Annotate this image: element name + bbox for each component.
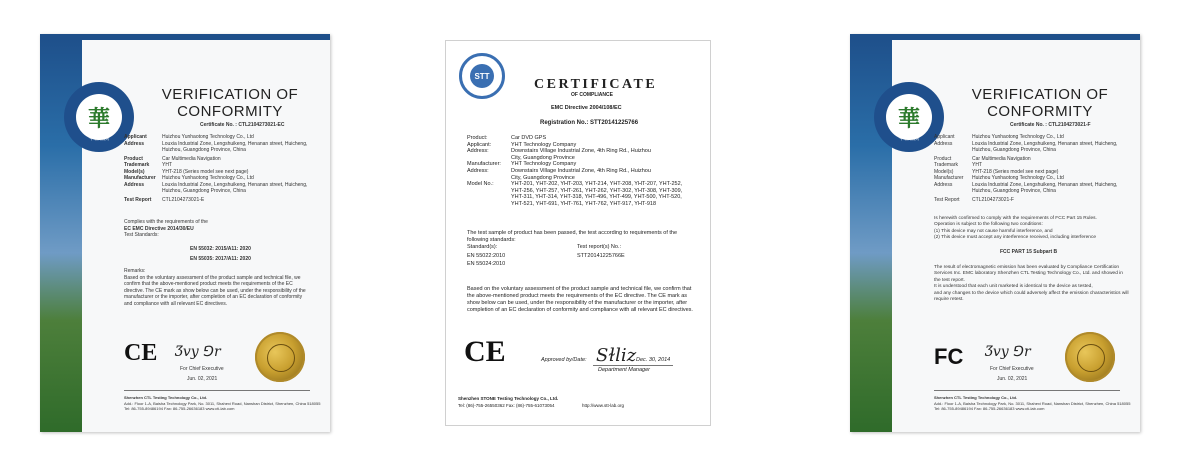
- report-number: STT20141225766E: [577, 253, 625, 259]
- test-standards-label: Test Standards:: [124, 232, 159, 238]
- signature-line: [593, 365, 673, 366]
- fcc-part-title: FCC PART 15 Subpart B: [1000, 249, 1058, 255]
- field-row: Trademark YHT: [934, 162, 982, 168]
- field-row: Model(s) YHT-218 (Series model see next page): [934, 168, 1059, 175]
- certificate-title: [145, 86, 315, 120]
- certificate-subtitle: OF COMPLIANCE: [571, 92, 613, 98]
- title-line1: VERIFICATION OF: [161, 86, 299, 103]
- condition-1: (1) This device may not cause harmful interference, and: [934, 228, 1053, 234]
- field-row: Product Car Multimedia Navigation: [934, 155, 1031, 162]
- divider: [124, 390, 310, 391]
- footer-address: Add.: Floor 1-A, Baisha Technology Park, No. 3011, Shahexi Road, Nanshan District, Shenzhen, China 518055: [934, 400, 1131, 406]
- certificate-number: Certificate No. : CTL2104273021-EC: [200, 122, 285, 128]
- test-passed-text: The test sample of product has been passed, the test according to requirements of the following standards:: [467, 230, 678, 243]
- divider: [934, 390, 1120, 391]
- remarks-label: Remarks:: [124, 268, 146, 274]
- title-line2: CONFORMITY: [987, 103, 1093, 120]
- result-text: The result of electromagnetic emission has been evaluated by Compliance Certification Services Inc. EMC laboratory Shenzhen CTL Testing Technology Co., Ltd. and showed in the test report.: [934, 265, 1123, 283]
- assessment-text: Based on the voluntary assessment of the product sample and technical file, we confirm that the above-mentioned product meets the requirements of the EC directive. The CE mark as show below can be used, under the responsibility of the manufacturer or the importer, after completion of an EC declaration of conformity and compliance with all relevant EC directives.: [467, 286, 693, 313]
- logo-brand: 华检检测: [898, 136, 919, 142]
- field-row: Test Report CTL2104273021-E: [124, 196, 205, 203]
- footer-contact: Tel: 86-755-89486194 Fax: 86-755-26636183 www.cti-lab.com: [934, 406, 1045, 411]
- standard-2: EN 55035: 2017/A11: 2020: [190, 256, 251, 262]
- field-row: Applicant: YHT Technology Company: [467, 141, 577, 148]
- footer-address: Add.: Floor 1-A, Baisha Technology Park, No. 3011, Shahexi Road, Nanshan District, Shenzhen, China 518055: [124, 400, 321, 406]
- gold-seal-icon: [1065, 332, 1115, 382]
- directive-text: EMC Directive 2004/108/EC: [551, 105, 622, 111]
- field-row: Manufacturer Huizhou Yunhaotong Technology Co., Ltd: [934, 175, 1064, 181]
- stt-logo-icon: [459, 53, 505, 99]
- approved-date: Dec. 30, 2014: [636, 357, 671, 363]
- top-stripe: [850, 34, 1140, 40]
- logo-chars: 華: [76, 94, 122, 140]
- fields-block: [124, 134, 324, 203]
- complies-text: Complies with the requirements of the: [124, 219, 208, 225]
- confirmed-text: Is herewith confirmed to comply with the requirements of FCC Part 15 Rules.: [934, 216, 1097, 221]
- approved-by-label: Approved by/Date:: [541, 357, 587, 363]
- standards-label: Standard(s):: [467, 244, 498, 250]
- remarks-block: [124, 268, 310, 307]
- fcc-mark: FC: [934, 344, 964, 369]
- certificate-number: Certificate No. : CTL2104273021-F: [1010, 122, 1091, 128]
- department-manager: Department Manager: [598, 367, 650, 373]
- field-row: Applicant Huizhou Yunhaotong Technology Co., Ltd: [124, 134, 254, 140]
- ce-mark: CE: [464, 335, 506, 368]
- footer-contact: Tel: 86-755-89486194 Fax: 86-755-26636183 www.cti-lab.com: [124, 406, 235, 411]
- field-row: Product Car Multimedia Navigation: [124, 155, 221, 162]
- standard-1: EN 55022:2010: [467, 253, 506, 259]
- fcc-compliance-block: [934, 216, 1130, 242]
- field-row: Address Louxia Industrial Zone, Lengshuikeng, Henanan street, Huicheng, Huizhou, Guangdong Province, China: [124, 181, 308, 194]
- compliance-block: [124, 219, 324, 239]
- ce-mark: CE: [124, 340, 158, 366]
- note-2: and any changes to the device which could adversely affect the emission characteristics will require retest.: [934, 290, 1129, 303]
- top-stripe: [40, 34, 330, 40]
- result-block: [934, 265, 1130, 303]
- field-row: Address Louxia Industrial Zone, Lengshuikeng, Henanan street, Huicheng, Huizhou, Guangdong Province, China: [124, 140, 308, 153]
- logo-chars: 華: [886, 94, 932, 140]
- footer-company: Shenzhen CTL Testing Technology Co., Ltd.: [124, 395, 208, 400]
- field-row: Manufacturer Huizhou Yunhaotong Technology Co., Ltd: [124, 175, 254, 181]
- logo-brand: 华检检测: [88, 136, 109, 142]
- standard-2: EN 55024:2010: [467, 261, 506, 267]
- signature: Ʒvy ⅁r: [985, 344, 1031, 360]
- field-row: Address Louxia Industrial Zone, Lengshuikeng, Henanan street, Huicheng, Huizhou, Guangdong Province, China: [934, 140, 1118, 153]
- reports-label: Test report(s) No.:: [577, 244, 622, 250]
- field-row: Address: Downstairs Village Industrial Zone, 4th Ring Rd., Huizhou City, Guangdong Province: [467, 148, 651, 161]
- directive-text: EC EMC Directive 2014/30/EU: [124, 225, 194, 232]
- standard-1: EN 55032: 2015/A11: 2020: [190, 246, 251, 252]
- title-line1: VERIFICATION OF: [971, 86, 1109, 103]
- date: Jun. 02, 2021: [187, 376, 218, 382]
- field-row: Product: Car DVD GPS: [467, 135, 547, 141]
- signature: Ʒvy ⅁r: [175, 344, 221, 360]
- field-row: Address Louxia Industrial Zone, Lengshuikeng, Henanan street, Huicheng, Huizhou, Guangdong Province, China: [934, 181, 1118, 194]
- remarks-text: Based on the voluntary assessment of the product sample and technical file, we confirm that the above-mentioned product meets the requirements of the EC directive. The CE mark as show below can be used, under the responsibility of the manufacturer or the importer, after completion of an EC declaration of conformity and compliance with all relevant EC directives.: [124, 274, 306, 307]
- footer: [124, 395, 324, 412]
- date: Jun. 02, 2021: [997, 376, 1028, 382]
- signature: Sɫliz: [596, 345, 637, 366]
- footer-phone: Tel: (86)-755-26550362 Fax: (86)-755-61073054: [458, 403, 555, 408]
- condition-2: (2) This device must accept any interference received, including interference: [934, 235, 1097, 241]
- fields-block: [934, 134, 1134, 203]
- gold-seal-icon: [255, 332, 305, 382]
- registration-number: Registration No.: STT20141225766: [540, 120, 639, 126]
- footer-url: http://www.stt-lab.org: [582, 403, 625, 408]
- certificate-fcc-verification: [850, 34, 1140, 432]
- certificate-title: CERTIFICATE: [534, 77, 658, 92]
- title-line2: CONFORMITY: [177, 103, 283, 120]
- conditions-text: Operation is subject to the following two conditions:: [934, 222, 1043, 228]
- footer: [934, 395, 1134, 412]
- for-chief-executive: For Chief Executive: [180, 366, 224, 372]
- field-row: Model(s) YHT-218 (Series model see next page): [124, 168, 249, 175]
- fields-block: [467, 135, 697, 208]
- logo-text: STT: [470, 64, 494, 88]
- footer-company: Shenzhen STONE Testing Technology Co., Ltd.: [458, 396, 559, 401]
- field-row: Test Report CTL2104273021-F: [934, 196, 1014, 203]
- field-row: Address: Downstairs Village Industrial Zone, 4th Ring Rd., Huizhou City, Guangdong Province: [467, 167, 651, 181]
- certificate-title: [955, 86, 1125, 120]
- for-chief-executive: For Chief Executive: [990, 366, 1034, 372]
- certificate-of-compliance: [445, 40, 711, 426]
- footer-company: Shenzhen CTL Testing Technology Co., Ltd.: [934, 395, 1018, 400]
- field-row: Applicant Huizhou Yunhaotong Technology Co., Ltd: [934, 134, 1064, 140]
- field-row: Manufacturer: YHT Technology Company: [467, 161, 577, 168]
- field-row: Trademark YHT: [124, 162, 172, 168]
- note-1: It is understood that each unit marketed is identical to the device as tested,: [934, 284, 1093, 290]
- certificate-ce-verification: [40, 34, 330, 432]
- field-row: Model No.: YHT-201, YHT-202, YHT-203, YHT-214, YHT-208, YHT-207, YHT-252, YHT-256, YHT-257, YHT-261, YHT-262, YHT-302, YHT-308, YHT-309, YHT-311, YHT-314, YHT-318, YHT-496, YHT-499, YHT-500, YHT-520, YHT-521, YHT-691, YHT-761, YHT-762, YHT-917, YHT-918: [467, 181, 683, 207]
